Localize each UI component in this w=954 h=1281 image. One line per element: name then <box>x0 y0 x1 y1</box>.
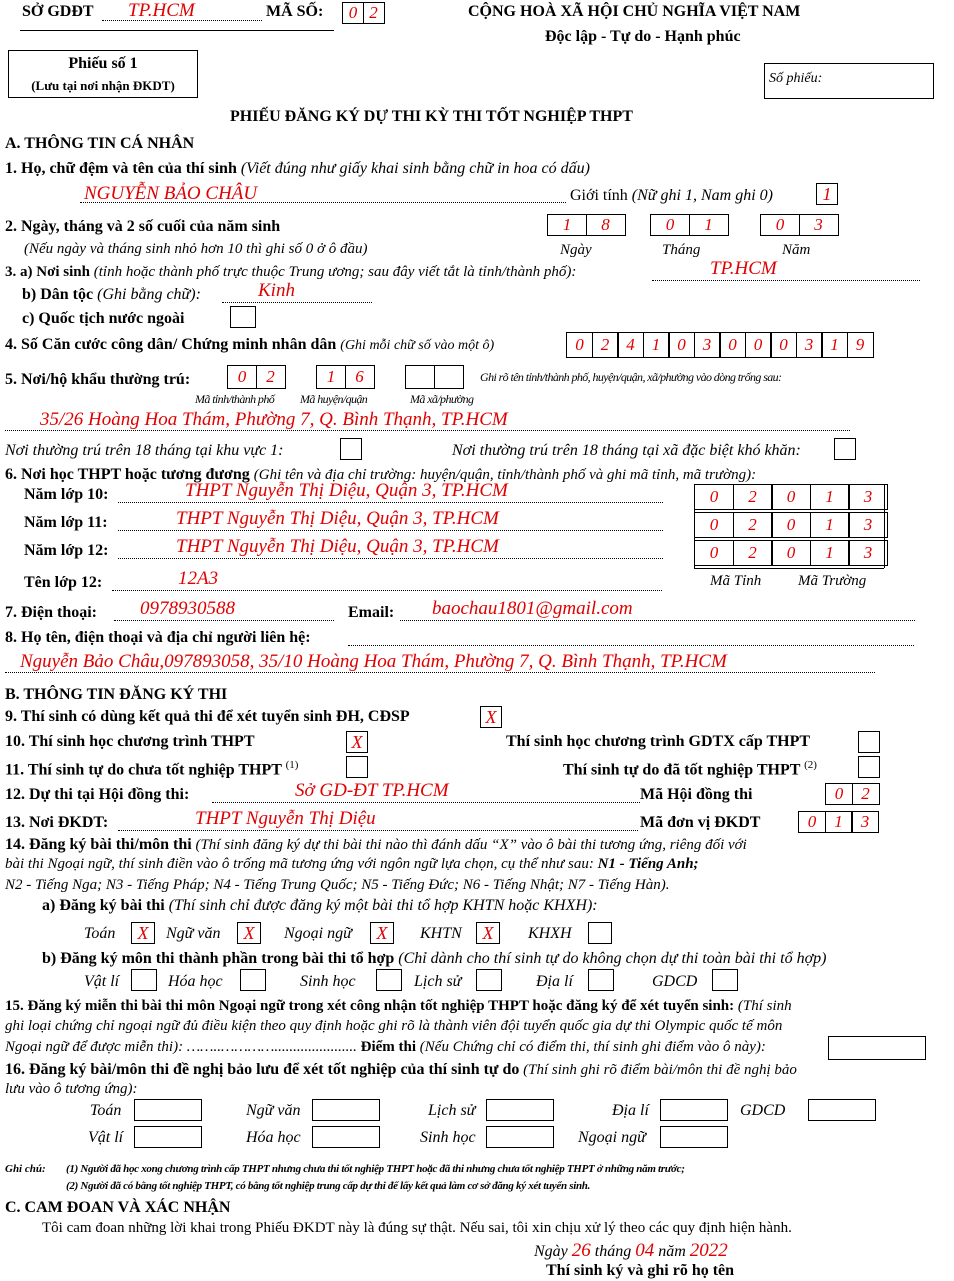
date-year-label: năm <box>658 1243 686 1260</box>
digit-box[interactable]: 0 <box>566 332 593 358</box>
retain-label: Hóa học <box>246 1129 301 1146</box>
date-year[interactable]: 2022 <box>689 1240 728 1261</box>
component-label: Lịch sử <box>414 973 462 990</box>
month-label: Tháng <box>662 242 701 258</box>
digit-box[interactable]: 0 <box>798 811 826 833</box>
q16-line1 <box>5 1061 797 1079</box>
motto: Độc lập - Tự do - Hạnh phúc <box>545 28 741 45</box>
birthplace[interactable]: TP.HCM <box>710 258 777 279</box>
q3b-row <box>22 286 201 304</box>
retain-box[interactable] <box>660 1126 728 1148</box>
digit-box[interactable]: 6 <box>345 365 375 389</box>
q14-note-3: N2 - Tiếng Nga; N3 - Tiếng Pháp; N4 - Tiếng Trung Quốc; N5 - Tiếng Đức; N6 - Tiếng Nhật; N7 - Tiếng Hàn). <box>5 877 670 893</box>
region1-label: Nơi thường trú trên 18 tháng tại khu vực 1: <box>5 442 284 459</box>
birthplace-dotline <box>652 280 920 281</box>
form-title: PHIẾU ĐĂNG KÝ DỰ THI KỲ THI TỐT NGHIỆP THPT <box>230 108 633 125</box>
q11-row <box>5 759 298 779</box>
date-day-label: Ngày <box>534 1243 568 1260</box>
q11-box[interactable] <box>346 756 368 778</box>
digit-box[interactable]: 1 <box>825 811 853 833</box>
council-code-boxes[interactable] <box>825 783 878 805</box>
unit-code-boxes[interactable] <box>798 811 878 833</box>
nation-title: CỘNG HOÀ XÃ HỘI CHỦ NGHĨA VIỆT NAM <box>468 3 801 20</box>
phone-dotline <box>114 620 334 621</box>
retain-box[interactable] <box>486 1126 554 1148</box>
q14b-note: (Chỉ dành cho thí sinh tự do không chọn dự thi toàn bài thi tổ hợp) <box>398 950 827 967</box>
section-a-heading: A. THÔNG TIN CÁ NHÂN <box>5 135 195 152</box>
reg-place[interactable]: THPT Nguyễn Thị Diệu <box>195 808 376 829</box>
statement: Tôi cam đoan những lời khai trong Phiếu ĐKDT này là đúng sự thật. Nếu sai, tôi xin chịu xử lý theo các quy định hiện hành. <box>42 1220 792 1236</box>
ma-tinh-label: Mã Tỉnh <box>710 573 762 589</box>
digit-box[interactable]: 1 <box>821 332 848 358</box>
q16-line1-note: (Thí sinh ghi rõ điểm bài/môn thi đề nghị bảo <box>523 1062 797 1078</box>
q14a-row <box>42 897 598 915</box>
q15-line3-text: Ngoại ngữ để được miễn thi): ……..…………...................... <box>5 1039 357 1055</box>
digit-box[interactable]: 2 <box>733 540 773 566</box>
retain-box[interactable] <box>134 1099 202 1121</box>
email[interactable]: baochau1801@gmail.com <box>432 598 633 619</box>
school-code-boxes[interactable] <box>694 512 887 538</box>
school-year-label: Năm lớp 10: <box>24 486 109 503</box>
digit-box[interactable]: 0 <box>668 332 695 358</box>
retain-label: Vật lí <box>88 1129 124 1146</box>
component-label: Sinh học <box>300 973 356 990</box>
digit-box[interactable]: 0 <box>694 484 734 510</box>
signature-label: Thí sinh ký và ghi rõ họ tên <box>546 1262 735 1279</box>
q14-note-1: (Thí sinh đăng ký dự thi bài thi nào thì đánh dấu “X” vào ô bài thi tương ứng, riêng đối với <box>195 837 747 853</box>
special-box[interactable] <box>834 438 856 460</box>
ma-truong-label: Mã Trường <box>798 573 867 589</box>
gender-box[interactable]: 1 <box>816 183 838 205</box>
address[interactable]: 35/26 Hoàng Hoa Thám, Phường 7, Q. Bình Thạnh, TP.HCM <box>40 409 508 430</box>
component-label: GDCD <box>652 973 698 990</box>
retain-label: GDCD <box>740 1102 786 1119</box>
q3a-label: 3. a) Nơi sinh <box>5 264 90 280</box>
q14-line1 <box>5 836 747 854</box>
q5-province-label: Mã tỉnh/thành phố <box>195 392 275 406</box>
retain-box[interactable] <box>486 1099 554 1121</box>
email-label: Email: <box>348 604 395 621</box>
q5-label: 5. Nơi/hộ khẩu thường trú: <box>5 371 191 388</box>
dob-year-boxes[interactable] <box>760 214 837 236</box>
component-box[interactable] <box>240 969 266 991</box>
digit-box[interactable]: 3 <box>848 540 888 566</box>
digit-box[interactable]: 3 <box>848 484 888 510</box>
digit-box[interactable]: 0 <box>227 365 257 389</box>
component-box[interactable] <box>131 969 157 991</box>
class12[interactable]: 12A3 <box>178 568 219 589</box>
q15-line3 <box>5 1039 766 1056</box>
retain-box[interactable] <box>808 1099 876 1121</box>
q3a-note: (tỉnh hoặc thành phố trực thuộc Trung ương; sau đây viết tắt là tỉnh/thành phố): <box>93 264 577 280</box>
ma-so-boxes[interactable] <box>342 2 383 24</box>
region1-box[interactable] <box>340 438 362 460</box>
date-day[interactable]: 26 <box>571 1240 591 1261</box>
retain-label: Ngoại ngữ <box>578 1129 646 1146</box>
so-gddt-label: SỞ GDĐT <box>22 3 94 20</box>
school-code-left <box>694 484 695 568</box>
digit-box[interactable]: 0 <box>770 332 797 358</box>
digit-box[interactable]: 2 <box>592 332 619 358</box>
digit-box[interactable]: 1 <box>810 512 850 538</box>
q14-note-2b: N1 - Tiếng Anh; <box>597 856 699 872</box>
digit-box[interactable]: 1 <box>810 540 850 566</box>
q15-score-note: (Nếu Chứng chỉ có điểm thi, thí sinh ghi điểm vào ô này): <box>419 1039 766 1055</box>
school-dotline <box>118 558 663 559</box>
digit-box[interactable]: 3 <box>796 332 823 358</box>
q13-label: 13. Nơi ĐKDT: <box>5 814 109 831</box>
digit-box[interactable]: 1 <box>547 214 587 236</box>
phieu-note: (Lưu tại nơi nhận ĐKDT) <box>31 78 175 93</box>
digit-box[interactable] <box>405 365 435 389</box>
digit-box[interactable]: 1 <box>643 332 670 358</box>
q3a-row <box>5 264 576 281</box>
section-c-heading: C. CAM ĐOAN VÀ XÁC NHẬN <box>5 1199 231 1216</box>
digit-box[interactable]: 4 <box>617 332 644 358</box>
q5-note: Ghi rõ tên tỉnh/thành phố, huyện/quận, xã/phường vào dòng trống sau: <box>480 370 782 384</box>
q15-score-label: Điểm thi <box>360 1039 417 1055</box>
q14-label: 14. Đăng ký bài thi/môn thi <box>5 836 192 853</box>
q5-ward-label: Mã xã/phường <box>410 392 474 406</box>
q15-score-box[interactable] <box>828 1036 926 1060</box>
q4-label: 4. Số Căn cước công dân/ Chứng minh nhân dân <box>5 336 337 353</box>
retain-label: Toán <box>90 1102 122 1119</box>
section-b-heading: B. THÔNG TIN ĐĂNG KÝ THI <box>5 686 228 703</box>
exam-label: Ngoại ngữ <box>284 925 352 942</box>
exam-label: KHXH <box>528 925 572 942</box>
retain-label: Sinh học <box>420 1129 476 1146</box>
school-name[interactable]: THPT Nguyễn Thị Diệu, Quận 3, TP.HCM <box>176 508 499 529</box>
q14a-note: (Thí sinh chỉ được đăng ký một bài thi tổ hợp KHTN hoặc KHXH): <box>168 897 598 914</box>
contact[interactable]: Nguyễn Bảo Châu,097893058, 35/10 Hoàng Hoa Thám, Phường 7, Q. Bình Thạnh, TP.HCM <box>20 651 727 672</box>
digit-box[interactable]: 1 <box>810 484 850 510</box>
component-label: Vật lí <box>84 973 120 990</box>
q2-note: (Nếu ngày và tháng sinh nhỏ hơn 10 thì ghi số 0 ở ô đầu) <box>24 241 368 257</box>
digit-box[interactable]: 0 <box>825 783 853 805</box>
council-dotline <box>212 802 640 803</box>
school-dotline <box>118 502 663 503</box>
exam-box[interactable]: X <box>237 922 261 944</box>
retain-box[interactable] <box>312 1126 380 1148</box>
q11b-row <box>563 759 817 779</box>
q5-district-label: Mã huyện/quận <box>300 392 368 406</box>
class12-label: Tên lớp 12: <box>24 574 103 591</box>
phieu-so: Phiếu số 1 <box>68 55 138 72</box>
digit-box[interactable]: 1 <box>689 214 729 236</box>
exam-label: Ngữ văn <box>166 925 221 942</box>
q14a-label: a) Đăng ký bài thi <box>42 897 165 914</box>
q4-row <box>5 336 494 354</box>
phone[interactable]: 0978930588 <box>140 598 235 619</box>
school-code-bottom <box>694 568 884 569</box>
phieu-so-box <box>8 50 198 98</box>
q11b-sup: (2) <box>804 759 817 771</box>
q8-label: 8. Họ tên, điện thoại và địa chỉ người liên hệ: <box>5 629 311 646</box>
exam-box[interactable]: X <box>131 922 155 944</box>
school-code-boxes[interactable] <box>694 484 887 510</box>
q1-row <box>5 160 590 178</box>
q9-box[interactable]: X <box>480 706 502 728</box>
q14b-row <box>42 950 826 968</box>
dob-month-boxes[interactable] <box>650 214 727 236</box>
school-year-label: Năm lớp 11: <box>24 514 108 531</box>
date-month-label: tháng <box>594 1243 632 1260</box>
note-1: (1) Người đã học xong chương trình cấp THPT nhưng chưa thi tốt nghiệp THPT hoặc đã thi nhưng chưa tốt nghiệp THPT ở những năm trước; <box>66 1163 685 1175</box>
school-dotline <box>118 530 663 531</box>
q10b-box[interactable] <box>858 731 880 753</box>
exam-label: KHTN <box>420 925 462 942</box>
q15-line2: ghi loại chứng chỉ ngoại ngữ đủ điều kiện theo quy định hoặc ghi rõ là thành viên đội tuyển quốc gia dự thi Olympic quốc tế môn <box>5 1018 783 1034</box>
gender-row <box>570 187 773 205</box>
q1-note: (Viết đúng như giấy khai sinh bằng chữ in hoa có dấu) <box>240 160 590 177</box>
so-gddt-value[interactable]: TP.HCM <box>128 0 195 21</box>
school-code-boxes[interactable] <box>694 540 887 566</box>
digit-box[interactable]: 2 <box>852 783 880 805</box>
class12-dotline <box>112 590 662 591</box>
school-code-right <box>884 484 885 568</box>
q5-province-boxes[interactable] <box>227 365 284 389</box>
id-number-boxes[interactable] <box>566 332 872 358</box>
date-month[interactable]: 04 <box>635 1240 655 1261</box>
digit-box[interactable]: 2 <box>363 2 385 24</box>
school-name[interactable]: THPT Nguyễn Thị Diệu, Quận 3, TP.HCM <box>185 480 508 501</box>
digit-box[interactable]: 2 <box>256 365 286 389</box>
exam-box[interactable]: X <box>476 922 500 944</box>
q16-line2: lưu vào ô tương ứng): <box>5 1081 138 1097</box>
q10b-label: Thí sinh học chương trình GDTX cấp THPT <box>506 733 811 750</box>
component-label: Hóa học <box>168 973 223 990</box>
component-box[interactable] <box>588 969 614 991</box>
day-label: Ngày <box>560 242 592 258</box>
digit-box[interactable]: 0 <box>771 484 811 510</box>
school-year-label: Năm lớp 12: <box>24 542 109 559</box>
date-row <box>534 1240 728 1262</box>
q14-line2 <box>5 856 699 873</box>
council-code-label: Mã Hội đồng thi <box>640 786 753 803</box>
q15-line1-note: (Thí sinh <box>737 998 792 1014</box>
note-2: (2) Người đã có bằng tốt nghiệp THPT, có bằng tốt nghiệp trung cấp dự thi để lấy kết quả làm cơ sở đăng ký xét tuyển sinh. <box>66 1180 591 1192</box>
digit-box[interactable]: 0 <box>771 512 811 538</box>
component-box[interactable] <box>476 969 502 991</box>
q5-district-boxes[interactable] <box>316 365 373 389</box>
year-label: Năm <box>782 242 811 258</box>
digit-box[interactable]: 2 <box>733 512 773 538</box>
ma-so-label: MÃ SỐ: <box>266 3 324 20</box>
digit-box[interactable] <box>434 365 464 389</box>
q4-note: (Ghi mỗi chữ số vào một ô) <box>340 338 495 353</box>
digit-box[interactable]: 3 <box>848 512 888 538</box>
digit-box[interactable]: 0 <box>719 332 746 358</box>
digit-box[interactable]: 3 <box>694 332 721 358</box>
q6-label: 6. Nơi học THPT hoặc tương đương <box>5 466 250 483</box>
digit-box[interactable]: 3 <box>851 811 879 833</box>
digit-box[interactable]: 0 <box>694 540 734 566</box>
retain-box[interactable] <box>134 1126 202 1148</box>
full-name[interactable]: NGUYỄN BẢO CHÂU <box>84 183 258 204</box>
q12-label: 12. Dự thi tại Hội đồng thi: <box>5 786 190 803</box>
reg-place-dotline <box>118 830 638 831</box>
so-phieu-label: Số phiếu: <box>769 71 823 86</box>
digit-box[interactable]: 0 <box>760 214 800 236</box>
q11b-label: Thí sinh tự do đã tốt nghiệp THPT <box>563 761 801 779</box>
exam-box[interactable]: X <box>370 922 394 944</box>
q1-label: 1. Họ, chữ đệm và tên của thí sinh <box>5 160 237 177</box>
q10-box[interactable]: X <box>346 731 368 753</box>
q11-label: 11. Thí sinh tự do chưa tốt nghiệp THPT <box>5 761 282 779</box>
retain-box[interactable] <box>312 1099 380 1121</box>
q11-sup: (1) <box>285 759 299 771</box>
q6-note: (Ghi tên và địa chỉ trường: huyện/quận, tỉnh/thành phố và ghi mã tỉnh, mã trường): <box>253 467 757 483</box>
q3b-note: (Ghi bằng chữ): <box>97 286 201 303</box>
contact-dotline-1 <box>348 645 914 646</box>
ethnicity-dotline <box>222 302 372 303</box>
digit-box[interactable]: 3 <box>799 214 839 236</box>
q5-ward-boxes[interactable] <box>405 365 462 389</box>
digit-box[interactable]: 0 <box>650 214 690 236</box>
digit-box[interactable]: 0 <box>745 332 772 358</box>
digit-box[interactable]: 0 <box>771 540 811 566</box>
notes-label: Ghi chú: <box>5 1163 46 1175</box>
q14b-label: b) Đăng ký môn thi thành phần trong bài thi tổ hợp <box>42 950 395 967</box>
digit-box[interactable]: 8 <box>586 214 626 236</box>
email-dotline <box>400 620 915 621</box>
q14-note-2a: bài thi Ngoại ngữ, thí sinh điền vào ô trống mã tương ứng với ngôn ngữ lựa chọn, cụ thể như sau: <box>5 856 594 872</box>
ethnicity[interactable]: Kinh <box>258 280 295 301</box>
q15-line1 <box>5 998 792 1015</box>
q10-label: 10. Thí sinh học chương trình THPT <box>5 733 255 750</box>
header-underline <box>20 30 334 31</box>
q16-label: 16. Đăng ký bài/môn thi đề nghị bảo lưu để xét tốt nghiệp của thí sinh tự do <box>5 1061 520 1078</box>
exam-council[interactable]: Sở GD-ĐT TP.HCM <box>295 780 449 801</box>
retain-label: Lịch sử <box>428 1102 476 1119</box>
q2-label: 2. Ngày, tháng và 2 số cuối của năm sinh <box>5 218 281 235</box>
component-box[interactable] <box>376 969 402 991</box>
q3c-label: c) Quốc tịch nước ngoài <box>22 310 185 327</box>
q9-label: 9. Thí sinh có dùng kết quả thi để xét tuyển sinh ĐH, CĐSP <box>5 708 410 725</box>
component-label: Địa lí <box>536 973 573 990</box>
so-phieu-box[interactable] <box>764 63 934 99</box>
retain-label: Ngữ văn <box>246 1102 301 1119</box>
nationality-box[interactable] <box>230 306 256 328</box>
q3b-label: b) Dân tộc <box>22 286 94 303</box>
digit-box[interactable]: 0 <box>694 512 734 538</box>
dob-day-boxes[interactable] <box>547 214 624 236</box>
digit-box[interactable]: 9 <box>847 332 874 358</box>
q15-label: 15. Đăng ký miễn thi bài thi môn Ngoại ngữ trong xét công nhận tốt nghiệp THPT hoặc đăng ký để xét tuyển sinh: <box>5 998 735 1014</box>
digit-box[interactable]: 2 <box>733 484 773 510</box>
school-name[interactable]: THPT Nguyễn Thị Diệu, Quận 3, TP.HCM <box>176 536 499 557</box>
retain-label: Địa lí <box>612 1102 649 1119</box>
q7-label: 7. Điện thoại: <box>5 604 97 621</box>
gender-label: Giới tính <box>570 187 628 204</box>
digit-box[interactable]: 1 <box>316 365 346 389</box>
exam-box[interactable] <box>588 922 612 944</box>
q11b-box[interactable] <box>858 756 880 778</box>
exam-label: Toán <box>84 925 116 942</box>
retain-box[interactable] <box>660 1099 728 1121</box>
component-box[interactable] <box>712 969 738 991</box>
digit-box[interactable]: 0 <box>342 2 364 24</box>
special-label: Nơi thường trú trên 18 tháng tại xã đặc biệt khó khăn: <box>452 442 801 459</box>
unit-code-label: Mã đơn vị ĐKDT <box>640 814 761 831</box>
gender-note: (Nữ ghi 1, Nam ghi 0) <box>631 187 773 204</box>
